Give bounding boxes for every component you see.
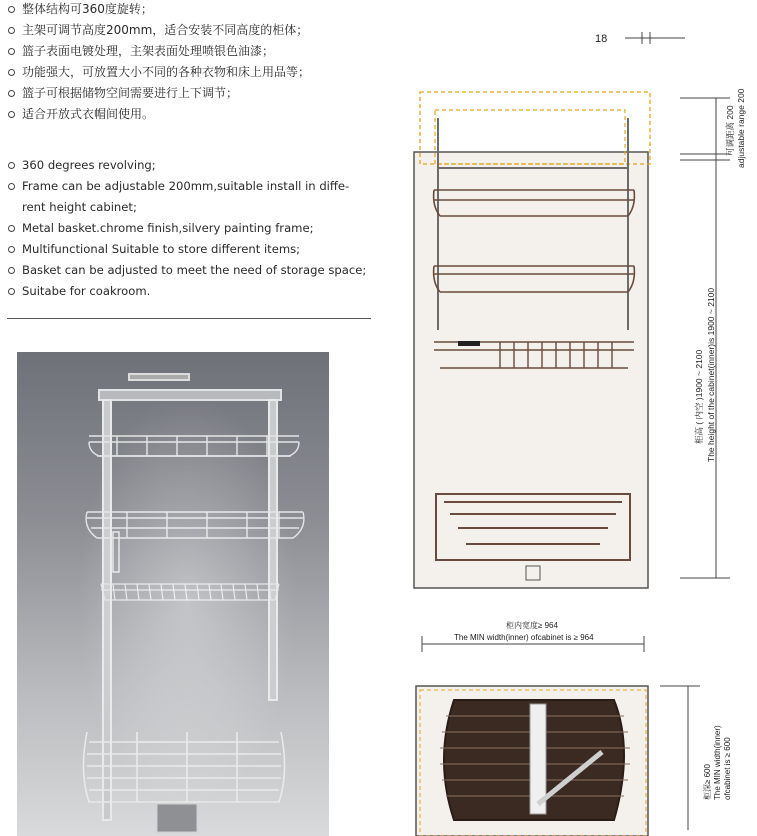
features-zh-list — [8, 0, 310, 125]
cabinet-outline — [414, 152, 648, 588]
feature-en-item — [8, 281, 366, 302]
depth-en-1: The MIN width(inner) — [713, 725, 722, 800]
feature-en-item — [8, 155, 366, 176]
feature-en-item — [8, 176, 366, 218]
adjustable-range-zh: 可调距离 200 — [725, 105, 735, 156]
section-divider — [7, 318, 371, 319]
feature-en-text: Multifunctional Suitable to store different items; — [22, 242, 301, 256]
depth-dimension — [660, 686, 700, 830]
feature-en-text: Suitabe for coakroom. — [22, 284, 151, 298]
feature-zh-item: 功能强大，可放置大小不同的各种衣物和床上用品等； — [8, 62, 310, 83]
height-en: The height of the cabinet(inner)is 1900 ~ 2100 — [706, 287, 716, 462]
width-en: The MIN width(inner) ofcabinet is ≥ 964 — [454, 633, 594, 642]
feature-zh-item: 整体结构可360度旋转； — [8, 0, 310, 20]
depth-zh: 柜深≥ 600 — [703, 764, 712, 800]
panel-thickness-dimension — [625, 32, 685, 44]
width-zh: 柜内宽度≥ 964 — [506, 621, 558, 630]
height-zh: 柜高 ( 内空 )1900 ~ 2100 — [694, 349, 704, 444]
technical-drawing — [380, 0, 757, 836]
depth-en-2: ofcabinet is ≥ 600 — [723, 737, 732, 800]
adjustable-range-en: adjustable range 200 — [736, 88, 746, 168]
feature-zh-item: 主架可调节高度200mm，适合安装不同高度的柜体； — [8, 20, 310, 41]
panel-thickness-label: 18 — [595, 33, 608, 45]
feature-en-item — [8, 260, 366, 281]
top-bracket — [129, 374, 189, 380]
feature-en-text: Metal basket.chrome finish,silvery painting frame; — [22, 221, 314, 235]
product-photo — [17, 352, 329, 836]
feature-en-item — [8, 218, 366, 239]
feature-zh-item: 篮子可根据储物空间需要进行上下调节； — [8, 83, 310, 104]
feature-en-text: Basket can be adjusted to meet the need of storage space; — [22, 263, 367, 277]
feature-zh-item: 适合开放式衣帽间使用。 — [8, 104, 310, 125]
features-en-list — [8, 155, 366, 302]
adjustable-range-dimension — [680, 98, 730, 212]
feature-zh-item: 篮子表面电镀处理，主架表面处理喷银色油漆； — [8, 41, 310, 62]
feature-en-text: Frame can be adjustable 200mm,suitable install in diffe- — [22, 179, 350, 193]
feature-en-continuation: rent height cabinet; — [22, 200, 137, 214]
feature-en-item — [8, 239, 366, 260]
feature-en-text: 360 degrees revolving; — [22, 158, 156, 172]
drawing-handle — [458, 341, 480, 346]
height-dimension — [680, 160, 730, 578]
photo-backlight — [77, 392, 297, 812]
